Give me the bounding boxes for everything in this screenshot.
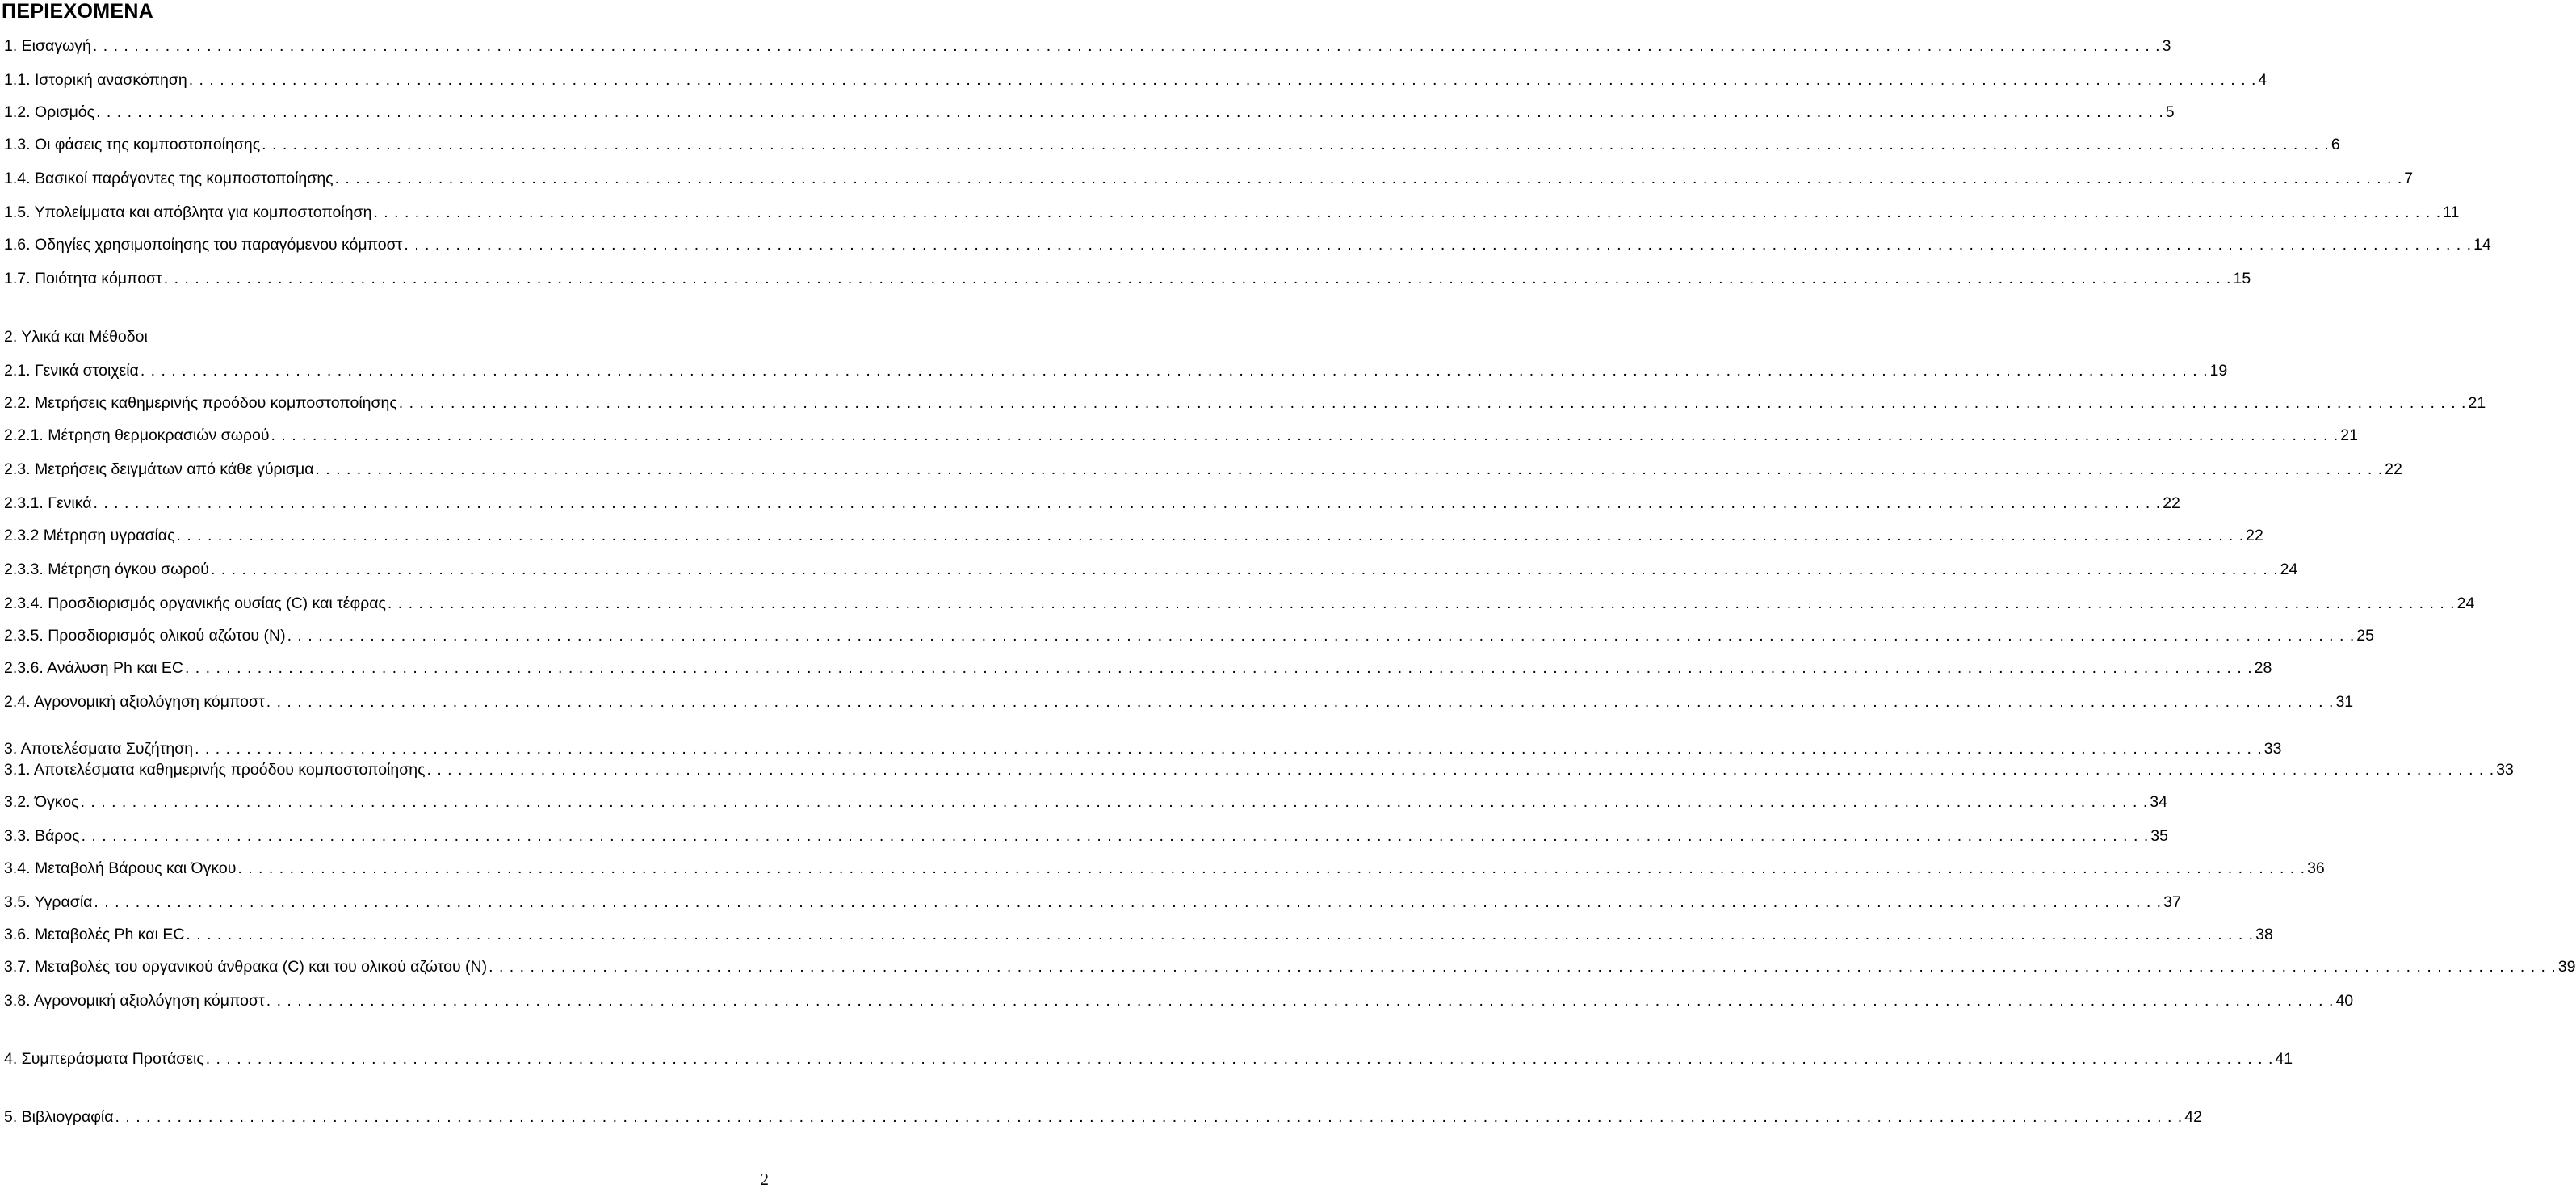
toc-entry [4,393,2486,415]
dot-leader: . . . . . . . . . . . . . . . . . . . . . . . . . . . . . . . . . . . . . . . . . . . . . . . . . . . . . . . . . . . . . . . . . . . . . . . . . . . . . . . . . . . . . . . . . . . . . . . . . . . . . . . . . . . . . . . . . . . . . . . . . . . . . . . . . . . . . . . . . . . . . . . . . . . . . . . . . . . . . . . . . . . . . . . . . . . . . . . . . . . . . . . . . . . . . . . . . . . . . . . . [237,859,2306,877]
toc-entry-page: 40 [2335,992,2354,1010]
toc-entry-label: 1.2. Ορισμός [4,103,95,121]
dot-leader: . . . . . . . . . . . . . . . . . . . . . . . . . . . . . . . . . . . . . . . . . . . . . . . . . . . . . . . . . . . . . . . . . . . . . . . . . . . . . . . . . . . . . . . . . . . . . . . . . . . . . . . . . . . . . . . . . . . . . . . . . . . . . . . . . . . . . . . . . . . . . . . . . . . . . . . . . . . . . . . . . . . . . . . . . . . . . . . . . . . . . . . . . . . . . . . . . . . . . . . . [184,659,2253,677]
toc-entry [4,738,2282,761]
toc-heading: ΠΕΡΙΕΧΟΜΕΝΑ [2,0,154,23]
toc-entry-label: 2.1. Γενικά στοιχεία [4,362,139,380]
dot-leader: . . . . . . . . . . . . . . . . . . . . . . . . . . . . . . . . . . . . . . . . . . . . . . . . . . . . . . . . . . . . . . . . . . . . . . . . . . . . . . . . . . . . . . . . . . . . . . . . . . . . . . . . . . . . . . . . . . . . . . . . . . . . . . . . . . . . . . . . . . . . . . . . . . . . . . . . . . . . . . . . . . . . . . . . . . . . . . . . . . . . . . . . . . . . . . . . . . . . . . . . [140,362,2209,380]
toc-entry [4,892,2181,914]
toc-entry-page: 28 [2254,659,2272,677]
toc-entry [4,36,2171,58]
toc-entry-label: 3.8. Αγρονομική αξιολόγηση κόμποστ [4,992,265,1010]
toc-entry-page: 6 [2331,136,2340,153]
toc-entry-label: 2.3.3. Μέτρηση όγκου σωρού [4,561,209,578]
toc-entry [4,625,2374,648]
dot-leader: . . . . . . . . . . . . . . . . . . . . . . . . . . . . . . . . . . . . . . . . . . . . . . . . . . . . . . . . . . . . . . . . . . . . . . . . . . . . . . . . . . . . . . . . . . . . . . . . . . . . . . . . . . . . . . . . . . . . . . . . . . . . . . . . . . . . . . . . . . . . . . . . . . . . . . . . . . . . . . . . . . . . . . . . . . . . . . . . . . . . . . . . . . . . . . . . . . . . . . . . [373,204,2442,221]
toc-entry-page: 22 [2246,527,2263,544]
dot-leader: . . . . . . . . . . . . . . . . . . . . . . . . . . . . . . . . . . . . . . . . . . . . . . . . . . . . . . . . . . . . . . . . . . . . . . . . . . . . . . . . . . . . . . . . . . . . . . . . . . . . . . . . . . . . . . . . . . . . . . . . . . . . . . . . . . . . . . . . . . . . . . . . . . . . . . . . . . . . . . . . . . . . . . . . . . . . . . . . . . . . . . . . . . . . . . . . . . . . . . . . [93,494,2162,512]
toc-entry-label: 1.3. Οι φάσεις της κομποστοποίησης [4,136,261,153]
toc-entry-page: 31 [2335,693,2354,711]
toc-entry-page: 4 [2258,71,2268,89]
dot-leader: . . . . . . . . . . . . . . . . . . . . . . . . . . . . . . . . . . . . . . . . . . . . . . . . . . . . . . . . . . . . . . . . . . . . . . . . . . . . . . . . . . . . . . . . . . . . . . . . . . . . . . . . . . . . . . . . . . . . . . . . . . . . . . . . . . . . . . . . . . . . . . . . . . . . . . . . . . . . . . . . . . . . . . . . . . . . . . . . . . . . . . . . . . . . . . . . . . . . . . . . [186,926,2255,943]
toc-entry-label: 2.2.1. Μέτρηση θερμοκρασιών σωρού [4,426,270,444]
toc-entry [4,202,2460,225]
toc-entry-label: 3.4. Μεταβολή Βάρους και Όγκου [4,859,237,877]
dot-leader: . . . . . . . . . . . . . . . . . . . . . . . . . . . . . . . . . . . . . . . . . . . . . . . . . . . . . . . . . . . . . . . . . . . . . . . . . . . . . . . . . . . . . . . . . . . . . . . . . . . . . . . . . . . . . . . . . . . . . . . . . . . . . . . . . . . . . . . . . . . . . . . . . . . . . . . . . . . . . . . . . . . . . . . . . . . . . . . . . . . . . . . . . . . . . . . . . . . . . . . . [176,527,2245,544]
toc-entry-label: 3. Αποτελέσματα Συζήτηση [4,740,194,758]
toc-entry [4,593,2475,615]
toc-entry-page: 24 [2280,561,2298,578]
toc-entry-page: 7 [2404,170,2414,187]
toc-entry-label: 2.4. Αγρονομική αξιολόγηση κόμποστ [4,693,265,711]
toc-entry-page: 5 [2165,103,2175,121]
toc-entry [4,425,2358,447]
dot-leader: . . . . . . . . . . . . . . . . . . . . . . . . . . . . . . . . . . . . . . . . . . . . . . . . . . . . . . . . . . . . . . . . . . . . . . . . . . . . . . . . . . . . . . . . . . . . . . . . . . . . . . . . . . . . . . . . . . . . . . . . . . . . . . . . . . . . . . . . . . . . . . . . . . . . . . . . . . . . . . . . . . . . . . . . . . . . . . . . . . . . . . . . . . . . . . . . . . . . . . . . [81,827,2150,845]
toc-entry [4,858,2325,880]
dot-leader: . . . . . . . . . . . . . . . . . . . . . . . . . . . . . . . . . . . . . . . . . . . . . . . . . . . . . . . . . . . . . . . . . . . . . . . . . . . . . . . . . . . . . . . . . . . . . . . . . . . . . . . . . . . . . . . . . . . . . . . . . . . . . . . . . . . . . . . . . . . . . . . . . . . . . . . . . . . . . . . . . . . . . . . . . . . . . . . . . . . . . . . . . . . . . . . . . . . . . . . . [287,627,2356,645]
toc-entry-label: 3.7. Μεταβολές του οργανικού άνθρακα (C) και του ολικού αζώτου (N) [4,958,488,976]
toc-entry-page: 41 [2275,1050,2293,1068]
toc-entry-page: 22 [2385,460,2402,478]
toc-entry-label: 2.3.4. Προσδιορισμός οργανικής ουσίας (C) και τέφρας [4,594,386,612]
toc-entry [4,956,2576,979]
toc-entry [4,134,2340,157]
toc-entry [4,825,2168,848]
toc-entry-page: 33 [2496,761,2514,779]
dot-leader: . . . . . . . . . . . . . . . . . . . . . . . . . . . . . . . . . . . . . . . . . . . . . . . . . . . . . . . . . . . . . . . . . . . . . . . . . . . . . . . . . . . . . . . . . . . . . . . . . . . . . . . . . . . . . . . . . . . . . . . . . . . . . . . . . . . . . . . . . . . . . . . . . . . . . . . . . . . . . . . . . . . . . . . . . . . . . . . . . . . . . . . . . . . . . . . . . . . . . . . . [96,103,2164,121]
toc-entry [4,493,2180,515]
dot-leader: . . . . . . . . . . . . . . . . . . . . . . . . . . . . . . . . . . . . . . . . . . . . . . . . . . . . . . . . . . . . . . . . . . . . . . . . . . . . . . . . . . . . . . . . . . . . . . . . . . . . . . . . . . . . . . . . . . . . . . . . . . . . . . . . . . . . . . . . . . . . . . . . . . . . . . . . . . . . . . . . . . . . . . . . . . . . . . . . . . . . . . . . . . . . . . . . . . . . . . . . [387,594,2456,612]
toc-entry-page: 21 [2340,426,2358,444]
toc-entry-label: 2. Υλικά και Μέθοδοι [4,328,148,346]
toc-entry-label: 2.3.6. Ανάλυση Ph και EC [4,659,183,677]
toc-entry [4,525,2263,548]
toc-entry-page: 33 [2263,740,2282,758]
dot-leader: . . . . . . . . . . . . . . . . . . . . . . . . . . . . . . . . . . . . . . . . . . . . . . . . . . . . . . . . . . . . . . . . . . . . . . . . . . . . . . . . . . . . . . . . . . . . . . . . . . . . . . . . . . . . . . . . . . . . . . . . . . . . . . . . . . . . . . . . . . . . . . . . . . . . . . . . . . . . . . . . . . . . . . . . . . . . . . . . . . . . . . . . . . . . . . . . . . . . . . . . [115,1108,2184,1126]
toc-entry [4,990,2354,1013]
toc-entry-label: 3.2. Όγκος [4,793,79,811]
page-number: 2 [760,1170,769,1189]
dot-leader: . . . . . . . . . . . . . . . . . . . . . . . . . . . . . . . . . . . . . . . . . . . . . . . . . . . . . . . . . . . . . . . . . . . . . . . . . . . . . . . . . . . . . . . . . . . . . . . . . . . . . . . . . . . . . . . . . . . . . . . . . . . . . . . . . . . . . . . . . . . . . . . . . . . . . . . . . . . . . . . . . . . . . . . . . . . . . . . . . . . . . . . . . . . . . . . . . . . . . . . . [210,561,2279,578]
dot-leader: . . . . . . . . . . . . . . . . . . . . . . . . . . . . . . . . . . . . . . . . . . . . . . . . . . . . . . . . . . . . . . . . . . . . . . . . . . . . . . . . . . . . . . . . . . . . . . . . . . . . . . . . . . . . . . . . . . . . . . . . . . . . . . . . . . . . . . . . . . . . . . . . . . . . . . . . . . . . . . . . . . . . . . . . . . . . . . . . . . . . . . . . . . . . . . . . . . . . . . . . [163,270,2232,288]
toc-entry-label: 2.2. Μετρήσεις καθημερινής προόδου κομποστοποίησης [4,394,397,412]
toc-entry-page: 38 [2255,926,2273,943]
toc-entry-page: 15 [2233,270,2251,288]
toc-entry-page: 35 [2150,827,2168,845]
toc-entry-page: 21 [2468,394,2486,412]
toc-entry-label: 3.5. Υγρασία [4,893,93,911]
toc-entry-label: 1.1. Ιστορική ανασκόπηση [4,71,187,89]
dot-leader: . . . . . . . . . . . . . . . . . . . . . . . . . . . . . . . . . . . . . . . . . . . . . . . . . . . . . . . . . . . . . . . . . . . . . . . . . . . . . . . . . . . . . . . . . . . . . . . . . . . . . . . . . . . . . . . . . . . . . . . . . . . . . . . . . . . . . . . . . . . . . . . . . . . . . . . . . . . . . . . . . . . . . . . . . . . . . . . . . . . . . . . . . . . . . . . . . . . . . . . . [94,893,2163,911]
toc-entry [4,234,2491,257]
toc-entry-label: 4. Συμπεράσματα Προτάσεις [4,1050,204,1068]
dot-leader: . . . . . . . . . . . . . . . . . . . . . . . . . . . . . . . . . . . . . . . . . . . . . . . . . . . . . . . . . . . . . . . . . . . . . . . . . . . . . . . . . . . . . . . . . . . . . . . . . . . . . . . . . . . . . . . . . . . . . . . . . . . . . . . . . . . . . . . . . . . . . . . . . . . . . . . . . . . . . . . . . . . . . . . . . . . . . . . . . . . . . . . . . . . . . . . . . . . . . . . . [195,740,2263,758]
toc-entry [4,792,2167,814]
toc-entry-label: 1.5. Υπολείμματα και απόβλητα για κομποστοποίηση [4,204,372,221]
toc-entry [4,459,2402,481]
dot-leader: . . . . . . . . . . . . . . . . . . . . . . . . . . . . . . . . . . . . . . . . . . . . . . . . . . . . . . . . . . . . . . . . . . . . . . . . . . . . . . . . . . . . . . . . . . . . . . . . . . . . . . . . . . . . . . . . . . . . . . . . . . . . . . . . . . . . . . . . . . . . . . . . . . . . . . . . . . . . . . . . . . . . . . . . . . . . . . . . . . . . . . . . . . . . . . . . . . . . . . . . [315,460,2384,478]
toc-entry [4,657,2272,680]
toc-entry-label: 5. Βιβλιογραφία [4,1108,114,1126]
dot-leader: . . . . . . . . . . . . . . . . . . . . . . . . . . . . . . . . . . . . . . . . . . . . . . . . . . . . . . . . . . . . . . . . . . . . . . . . . . . . . . . . . . . . . . . . . . . . . . . . . . . . . . . . . . . . . . . . . . . . . . . . . . . . . . . . . . . . . . . . . . . . . . . . . . . . . . . . . . . . . . . . . . . . . . . . . . . . . . . . . . . . . . . . . . . . . . . . . . . . . . . . [398,394,2467,412]
toc-entry-page: 42 [2184,1108,2202,1126]
toc-entry-label: 3.1. Αποτελέσματα καθημερινής προόδου κομποστοποίησης [4,761,426,779]
toc-entry [4,1048,2293,1071]
toc-entry-page: 25 [2356,627,2374,645]
dot-leader: . . . . . . . . . . . . . . . . . . . . . . . . . . . . . . . . . . . . . . . . . . . . . . . . . . . . . . . . . . . . . . . . . . . . . . . . . . . . . . . . . . . . . . . . . . . . . . . . . . . . . . . . . . . . . . . . . . . . . . . . . . . . . . . . . . . . . . . . . . . . . . . . . . . . . . . . . . . . . . . . . . . . . . . . . . . . . . . . . . . . . . . . . . . . . . . . . . . . . . . . [404,236,2473,254]
toc-entry-page: 36 [2307,859,2325,877]
dot-leader: . . . . . . . . . . . . . . . . . . . . . . . . . . . . . . . . . . . . . . . . . . . . . . . . . . . . . . . . . . . . . . . . . . . . . . . . . . . . . . . . . . . . . . . . . . . . . . . . . . . . . . . . . . . . . . . . . . . . . . . . . . . . . . . . . . . . . . . . . . . . . . . . . . . . . . . . . . . . . . . . . . . . . . . . . . . . . . . . . . . . . . . . . . . . . . . . . . . . . . . . [92,37,2161,55]
toc-entry-label: 2.3.1. Γενικά [4,494,92,512]
toc-entry-page: 11 [2443,204,2460,221]
toc-entry-label: 3.6. Μεταβολές Ph και EC [4,926,185,943]
dot-leader: . . . . . . . . . . . . . . . . . . . . . . . . . . . . . . . . . . . . . . . . . . . . . . . . . . . . . . . . . . . . . . . . . . . . . . . . . . . . . . . . . . . . . . . . . . . . . . . . . . . . . . . . . . . . . . . . . . . . . . . . . . . . . . . . . . . . . . . . . . . . . . . . . . . . . . . . . . . . . . . . . . . . . . . . . . . . . . . . . . . . . . . . . . . . . . . . . . . . . . . . [426,761,2495,779]
toc-entry-page: 14 [2473,236,2491,254]
toc-entry-page: 3 [2162,37,2171,55]
toc-entry-page: 19 [2209,362,2228,380]
dot-leader: . . . . . . . . . . . . . . . . . . . . . . . . . . . . . . . . . . . . . . . . . . . . . . . . . . . . . . . . . . . . . . . . . . . . . . . . . . . . . . . . . . . . . . . . . . . . . . . . . . . . . . . . . . . . . . . . . . . . . . . . . . . . . . . . . . . . . . . . . . . . . . . . . . . . . . . . . . . . . . . . . . . . . . . . . . . . . . . . . . . . . . . . . . . . . . . . . . . . . . . . [205,1050,2274,1068]
toc-entry [4,559,2298,582]
toc-entry-page: 34 [2150,793,2167,811]
dot-leader: . . . . . . . . . . . . . . . . . . . . . . . . . . . . . . . . . . . . . . . . . . . . . . . . . . . . . . . . . . . . . . . . . . . . . . . . . . . . . . . . . . . . . . . . . . . . . . . . . . . . . . . . . . . . . . . . . . . . . . . . . . . . . . . . . . . . . . . . . . . . . . . . . . . . . . . . . . . . . . . . . . . . . . . . . . . . . . . . . . . . . . . . . . . . . . . . . . . . . . . . [489,958,2557,976]
dot-leader: . . . . . . . . . . . . . . . . . . . . . . . . . . . . . . . . . . . . . . . . . . . . . . . . . . . . . . . . . . . . . . . . . . . . . . . . . . . . . . . . . . . . . . . . . . . . . . . . . . . . . . . . . . . . . . . . . . . . . . . . . . . . . . . . . . . . . . . . . . . . . . . . . . . . . . . . . . . . . . . . . . . . . . . . . . . . . . . . . . . . . . . . . . . . . . . . . . . . . . . . [266,693,2335,711]
toc-entry-label: 3.3. Βάρος [4,827,80,845]
dot-leader: . . . . . . . . . . . . . . . . . . . . . . . . . . . . . . . . . . . . . . . . . . . . . . . . . . . . . . . . . . . . . . . . . . . . . . . . . . . . . . . . . . . . . . . . . . . . . . . . . . . . . . . . . . . . . . . . . . . . . . . . . . . . . . . . . . . . . . . . . . . . . . . . . . . . . . . . . . . . . . . . . . . . . . . . . . . . . . . . . . . . . . . . . . . . . . . . . . . . . . . . [334,170,2403,187]
toc-entry-page: 22 [2163,494,2180,512]
toc-entry-page: 24 [2456,594,2475,612]
toc-entry-label: 1.4. Βασικοί παράγοντες της κομποστοποίησης [4,170,334,187]
toc-entry [4,759,2514,782]
toc-entry-label: 1. Εισαγωγή [4,37,91,55]
toc-entry [4,69,2268,92]
toc-entry-label: 2.3.5. Προσδιορισμός ολικού αζώτου (N) [4,627,286,645]
toc-entry [4,326,771,349]
toc-entry-page: 39 [2557,958,2576,976]
toc-entry-label: 2.3. Μετρήσεις δειγμάτων από κάθε γύρισμα [4,460,314,478]
toc-entry [4,168,2414,191]
toc-entry-label: 1.7. Ποιότητα κόμποστ [4,270,162,288]
toc-entry [4,1107,2202,1129]
toc-entry-label: 2.3.2 Μέτρηση υγρασίας [4,527,175,544]
toc-entry-page: 37 [2163,893,2181,911]
dot-leader: . . . . . . . . . . . . . . . . . . . . . . . . . . . . . . . . . . . . . . . . . . . . . . . . . . . . . . . . . . . . . . . . . . . . . . . . . . . . . . . . . . . . . . . . . . . . . . . . . . . . . . . . . . . . . . . . . . . . . . . . . . . . . . . . . . . . . . . . . . . . . . . . . . . . . . . . . . . . . . . . . . . . . . . . . . . . . . . . . . . . . . . . . . . . . . . . . . . . . . . . [80,793,2149,811]
toc-entry [4,102,2175,124]
toc-entry [4,268,2251,291]
toc-entry [4,924,2273,947]
dot-leader: . . . . . . . . . . . . . . . . . . . . . . . . . . . . . . . . . . . . . . . . . . . . . . . . . . . . . . . . . . . . . . . . . . . . . . . . . . . . . . . . . . . . . . . . . . . . . . . . . . . . . . . . . . . . . . . . . . . . . . . . . . . . . . . . . . . . . . . . . . . . . . . . . . . . . . . . . . . . . . . . . . . . . . . . . . . . . . . . . . . . . . . . . . . . . . . . . . . . . . . . [271,426,2339,444]
toc-entry-label: 1.6. Οδηγίες χρησιμοποίησης του παραγόμενου κόμποστ [4,236,403,254]
toc-entry [4,360,2228,383]
dot-leader: . . . . . . . . . . . . . . . . . . . . . . . . . . . . . . . . . . . . . . . . . . . . . . . . . . . . . . . . . . . . . . . . . . . . . . . . . . . . . . . . . . . . . . . . . . . . . . . . . . . . . . . . . . . . . . . . . . . . . . . . . . . . . . . . . . . . . . . . . . . . . . . . . . . . . . . . . . . . . . . . . . . . . . . . . . . . . . . . . . . . . . . . . . . . . . . . . . . . . . . . [188,71,2257,89]
dot-leader: . . . . . . . . . . . . . . . . . . . . . . . . . . . . . . . . . . . . . . . . . . . . . . . . . . . . . . . . . . . . . . . . . . . . . . . . . . . . . . . . . . . . . . . . . . . . . . . . . . . . . . . . . . . . . . . . . . . . . . . . . . . . . . . . . . . . . . . . . . . . . . . . . . . . . . . . . . . . . . . . . . . . . . . . . . . . . . . . . . . . . . . . . . . . . . . . . . . . . . . . [266,992,2335,1010]
dot-leader: . . . . . . . . . . . . . . . . . . . . . . . . . . . . . . . . . . . . . . . . . . . . . . . . . . . . . . . . . . . . . . . . . . . . . . . . . . . . . . . . . . . . . . . . . . . . . . . . . . . . . . . . . . . . . . . . . . . . . . . . . . . . . . . . . . . . . . . . . . . . . . . . . . . . . . . . . . . . . . . . . . . . . . . . . . . . . . . . . . . . . . . . . . . . . . . . . . . . . . . . [262,136,2330,153]
toc-entry [4,691,2354,714]
